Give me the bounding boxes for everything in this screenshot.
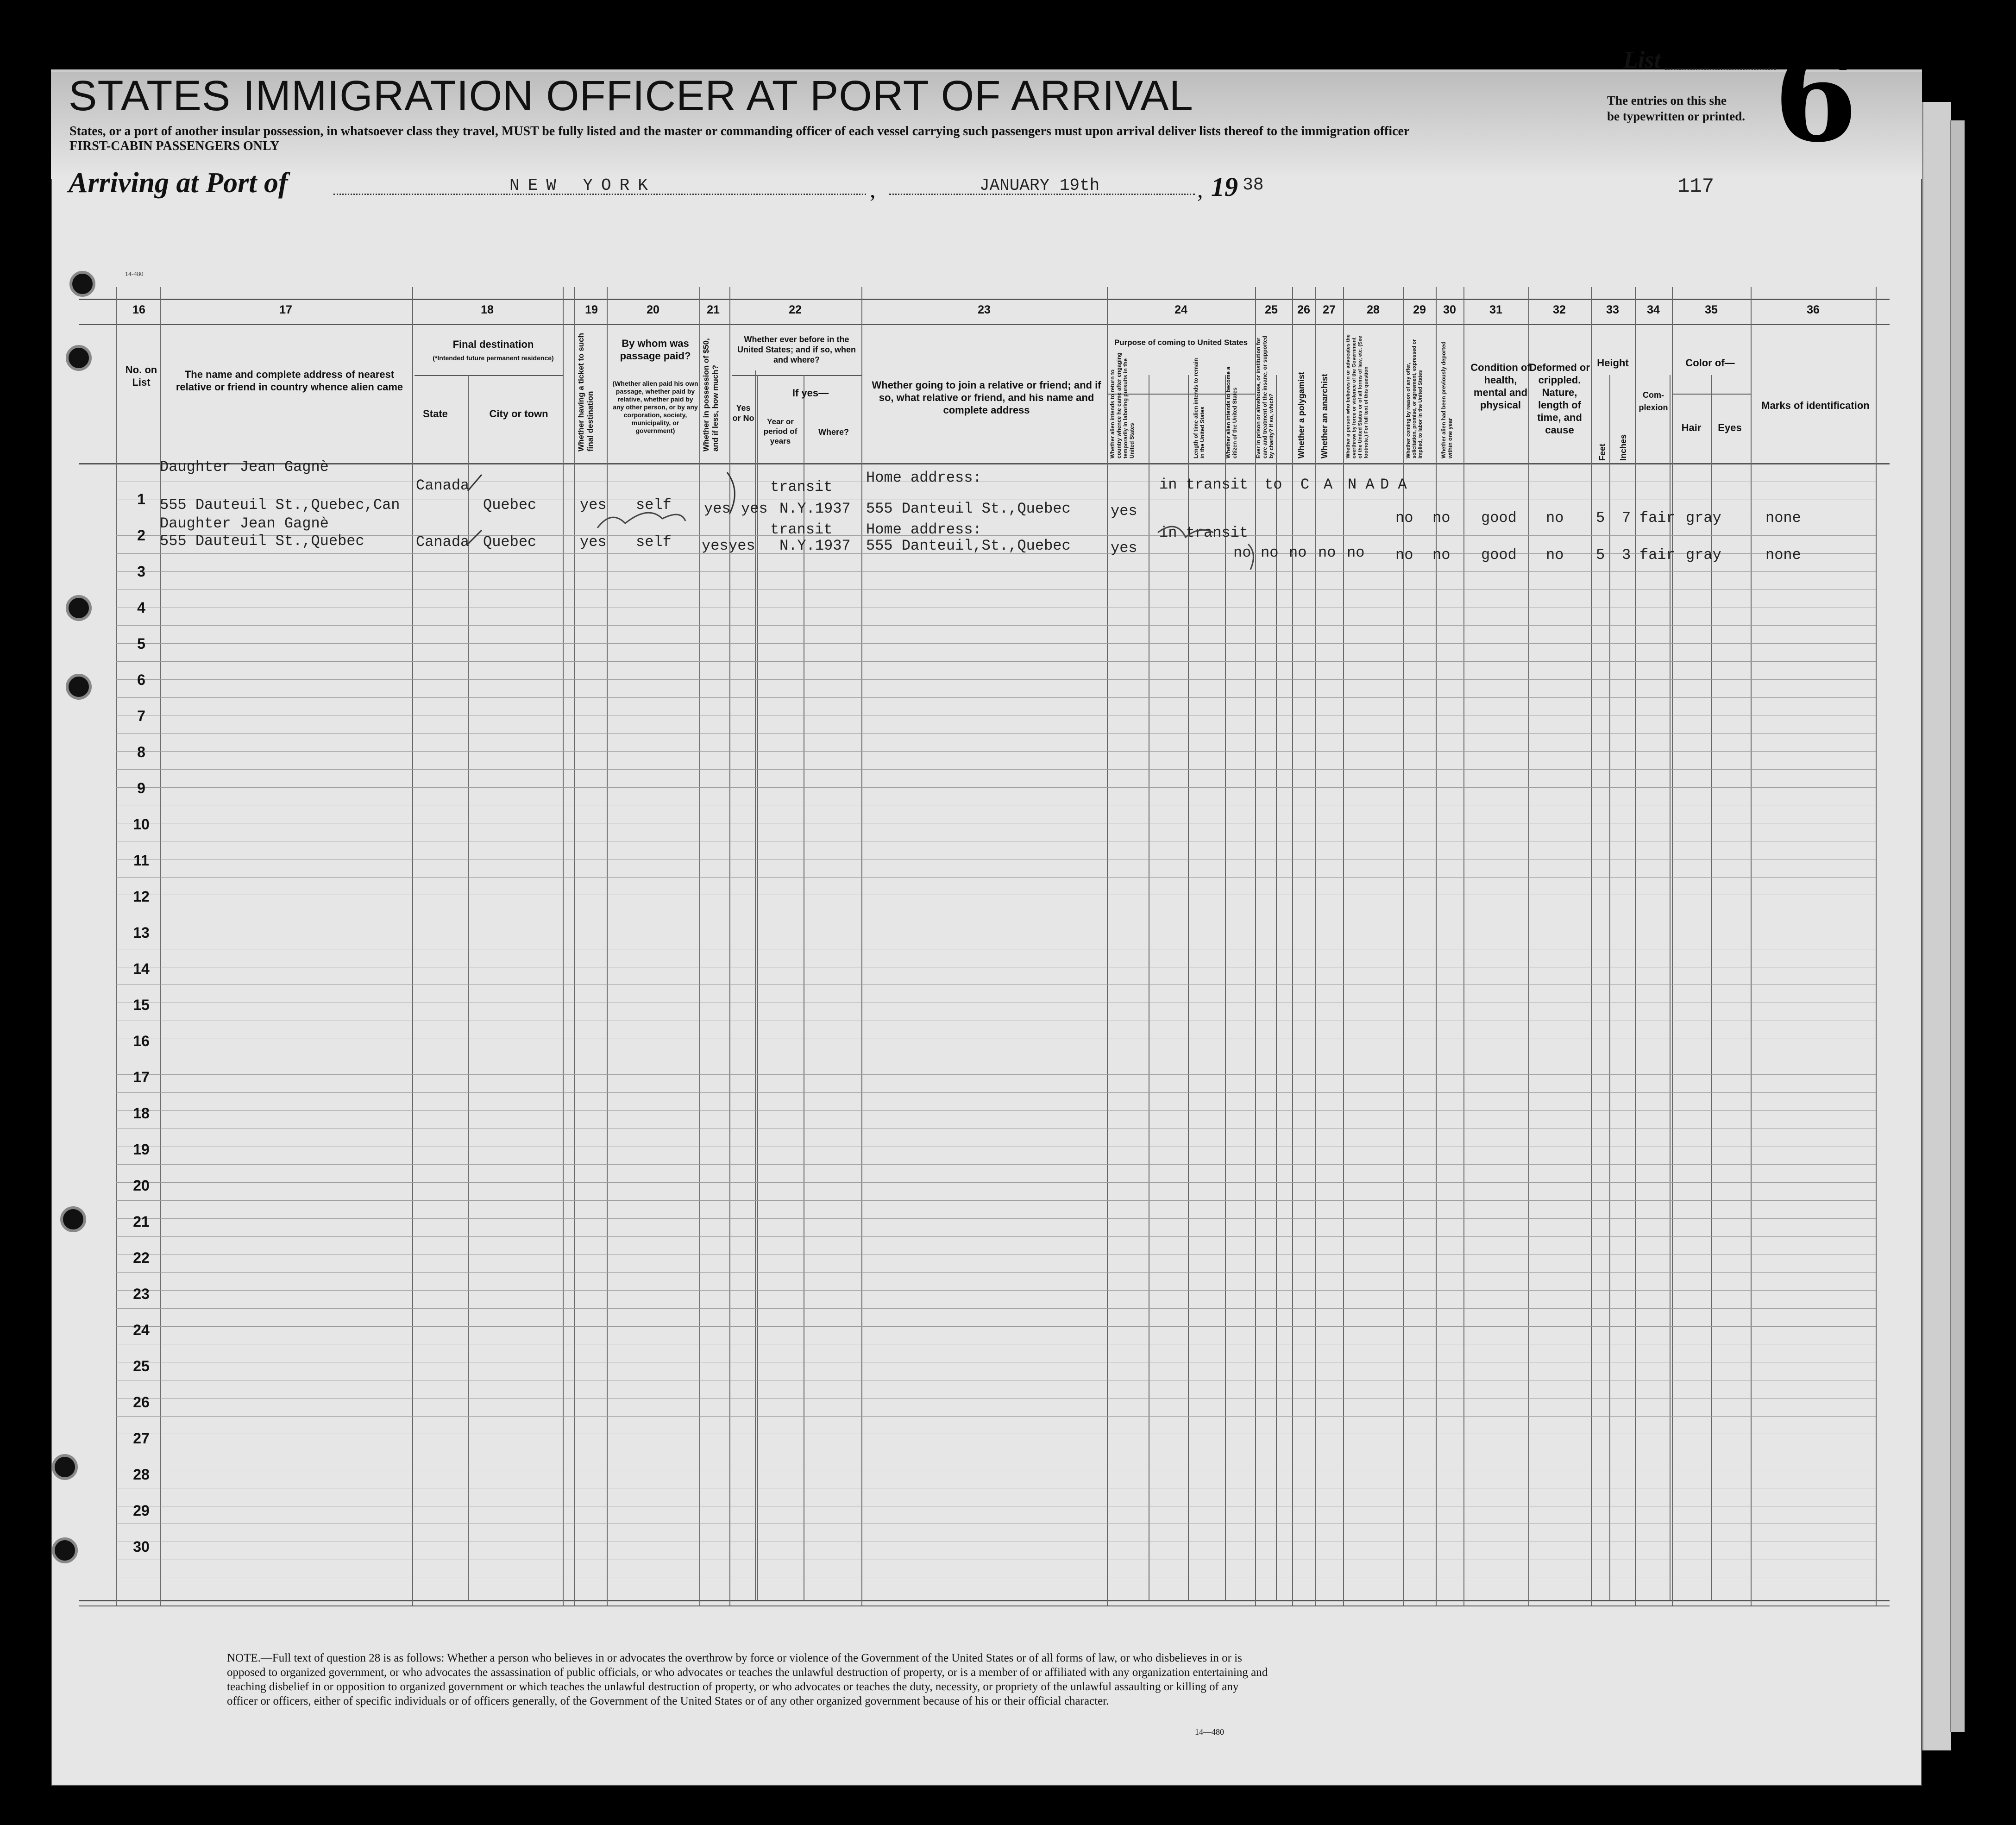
- header-deported: Whether alien had been previously deported within one year: [1440, 341, 1453, 458]
- row2-ticket: yes: [580, 533, 607, 551]
- row2-marks: none: [1765, 546, 1801, 564]
- row2-c29: no: [1395, 546, 1413, 564]
- row1-c28: N A: [1348, 476, 1375, 493]
- row2-joining-line2: 555 Danteuil,St.,Quebec: [866, 537, 1071, 554]
- header-labor-offer: Whether coming by reason of any offer, solicitation, promise, or agreement, expressed or implied, to labor in the United States: [1406, 339, 1423, 458]
- arrival-year-prefix: 19: [1211, 172, 1238, 202]
- row2-money: yes: [702, 537, 729, 554]
- separator: ,: [1197, 176, 1203, 202]
- row2-health: good: [1481, 546, 1517, 564]
- header-citizen: Whether alien intends to become a citizen of the United States: [1225, 366, 1238, 458]
- row-number: 19: [133, 1141, 150, 1158]
- row2-citizen: no: [1233, 544, 1251, 561]
- column-number: 17: [279, 303, 292, 316]
- row-number: 14: [133, 960, 150, 977]
- header-state: State: [423, 408, 448, 420]
- header-passage-paid-note: (Whether alien paid his own passage, whether paid by relative, whether paid by any other person, or by any corporation, society, municipality, or government): [612, 380, 698, 434]
- column-number: 29: [1413, 303, 1426, 316]
- row-number: 3: [137, 563, 145, 580]
- row-number: 13: [133, 924, 150, 941]
- row1-c29: D A: [1380, 476, 1407, 493]
- row1-health: good: [1481, 509, 1517, 527]
- row2-c26: no: [1289, 544, 1307, 561]
- row-number: 25: [133, 1358, 150, 1374]
- row-number: 4: [137, 599, 145, 616]
- row1-purpose-return: yes: [1111, 502, 1137, 520]
- row1-relative-line2: 555 Dauteuil St.,Quebec,Can: [160, 496, 400, 514]
- separator: ,: [870, 176, 876, 202]
- row2-paid-by: self: [636, 533, 672, 551]
- row-number: 7: [137, 708, 145, 724]
- page-count: 117: [1677, 175, 1715, 198]
- row2-city: Quebec: [483, 533, 537, 551]
- row2-length-of-stay: in transit: [1159, 524, 1249, 541]
- row-number: 28: [133, 1466, 150, 1483]
- header-joining: Whether going to join a relative or friend; and if so, what relative or friend, and his name and complete address: [872, 379, 1101, 416]
- column-number: 21: [707, 303, 720, 316]
- row-number: 30: [133, 1538, 150, 1555]
- header-city: City or town: [489, 408, 548, 420]
- header-purpose-return: Whether alien intends to return to country whence he came after engaging temporarily in laboring pursuits in the United States: [1109, 352, 1135, 458]
- header-feet: Feet: [1598, 443, 1607, 461]
- row-number: 23: [133, 1286, 150, 1302]
- column-number: 16: [132, 303, 145, 316]
- header-instructions: States, or a port of another insular possession, in whatsoever class they travel, MUST be fully listed and the master or commanding officer of each vessel carrying such passengers must upon arrival deliver lists thereof to the immigration officer: [69, 124, 1410, 138]
- header-deformed: Deformed or crippled. Nature, length of time, and cause: [1529, 362, 1590, 436]
- entries-note-line2: be typewritten or printed.: [1607, 109, 1745, 123]
- column-number: 35: [1705, 303, 1718, 316]
- header-if-yes: If yes—: [792, 387, 829, 399]
- row2-before-period: transit: [770, 521, 833, 538]
- row1-feet: 5: [1596, 509, 1605, 527]
- row-number: 2: [137, 527, 145, 544]
- header-marks: Marks of identification: [1761, 400, 1870, 411]
- row1-relative-line1: Daughter Jean Gagnè: [160, 458, 329, 476]
- column-number: 34: [1647, 303, 1660, 316]
- column-number: 31: [1489, 303, 1502, 316]
- row-number: 17: [133, 1069, 150, 1085]
- row1-c30b: no: [1432, 509, 1451, 527]
- header-health: Condition of health, mental and physical: [1470, 362, 1531, 411]
- column-number: 30: [1443, 303, 1456, 316]
- column-number: 33: [1606, 303, 1619, 316]
- column-number: 27: [1323, 303, 1336, 316]
- column-number: 23: [978, 303, 991, 316]
- header-height: Height: [1597, 357, 1629, 369]
- row1-before-period: transit: [770, 478, 833, 495]
- form-code-top: 14-480: [125, 271, 144, 278]
- column-number: 19: [585, 303, 598, 316]
- entries-note-line1: The entries on this she: [1607, 94, 1727, 107]
- row-number: 16: [133, 1033, 150, 1049]
- row1-complexion: fair: [1639, 509, 1675, 527]
- row2-c30: no: [1432, 546, 1451, 564]
- row1-before-yes-no: yes: [741, 500, 768, 517]
- column-number: 36: [1807, 303, 1820, 316]
- column-number: 24: [1174, 303, 1187, 316]
- row-number: 6: [137, 671, 145, 688]
- row1-c27: A: [1324, 476, 1333, 493]
- header-color: Color of—: [1685, 357, 1735, 369]
- list-label: List: [1623, 47, 1661, 73]
- header-anarchist: Whether an anarchist: [1320, 373, 1329, 458]
- header-before-yes-no: Yes or No: [732, 403, 754, 423]
- arrival-port-label: Arriving at Port of: [69, 167, 288, 199]
- column-number: 22: [789, 303, 802, 316]
- column-number: 32: [1553, 303, 1566, 316]
- row1-joining-line2: 555 Danteuil St.,Quebec: [866, 500, 1071, 517]
- row-number: 21: [133, 1213, 150, 1230]
- row-number: 27: [133, 1430, 150, 1447]
- row2-before-yes-no: yes: [729, 537, 755, 554]
- passenger-class-label: FIRST-CABIN PASSENGERS ONLY: [69, 139, 280, 153]
- row2-complexion: fair: [1639, 546, 1675, 564]
- row-number: 9: [137, 780, 145, 796]
- row2-c27: no: [1318, 544, 1336, 561]
- column-number: 26: [1297, 303, 1310, 316]
- column-number: 25: [1265, 303, 1278, 316]
- row2-joining-line1: Home address:: [866, 521, 982, 538]
- header-where: Where?: [818, 427, 849, 437]
- row2-hair: gray: [1686, 546, 1721, 564]
- row2-relative-line1: Daughter Jean Gagnè: [160, 515, 329, 532]
- row1-marks: none: [1765, 509, 1801, 527]
- header-complexion: Com-plexion: [1639, 390, 1668, 412]
- row1-joining-line1: Home address:: [866, 469, 982, 486]
- row-number: 22: [133, 1249, 150, 1266]
- row-number: 8: [137, 744, 145, 760]
- column-number: 28: [1367, 303, 1380, 316]
- row-number: 11: [133, 852, 149, 869]
- row1-hair: gray: [1686, 509, 1721, 527]
- row1-inches: 7: [1622, 509, 1631, 527]
- list-number: 6: [1774, 28, 1858, 169]
- header-length-stay: Length of time alien intends to remain in the United States: [1193, 358, 1206, 458]
- footnote: NOTE.—Full text of question 28 is as follows: Whether a person who believes in or advocates the overthrow by force or violence of the Government of the United States or of all forms of law, or who disbelieves in or is opposed to organized government, or who advocates the assassination of public officials, or who advocates or teaches the unlawful destruction of property, or is a member of or affiliated with any organization entertaining and teaching disbelief in or opposition to organized government or which teaches the unlawful destruction of property, or who advocates or teaches the duty, necessity, or propriety of the unlawful assaulting or killing of any officer or officers, either of specific individuals or of officers generally, of the Government of the United States or of any other organized government because of his or their official character.: [227, 1652, 1268, 1707]
- header-eyes: Eyes: [1718, 422, 1742, 433]
- arrival-date-value: JANUARY 19th: [980, 176, 1100, 195]
- row2-before-where: N.Y.1937: [779, 537, 851, 554]
- row1-money: yes: [704, 500, 731, 517]
- header-passage-paid: By whom was passage paid?: [620, 338, 691, 362]
- row1-paid-by: self: [636, 496, 672, 514]
- row2-inches: 3: [1622, 546, 1631, 564]
- header-period: Year or period of years: [763, 417, 798, 445]
- row2-feet: 5: [1596, 546, 1605, 564]
- column-number: 18: [481, 303, 494, 316]
- row1-before-where: N.Y.1937: [779, 500, 851, 517]
- column-number: 20: [647, 303, 659, 316]
- row1-length-of-stay: in transit: [1159, 476, 1249, 493]
- row2-purpose-return: yes: [1111, 539, 1137, 557]
- header-final-destination: Final destination: [452, 339, 534, 350]
- row-number: 1: [137, 491, 145, 508]
- arrival-port-value: NEW YORK: [509, 176, 656, 195]
- header-ever-before: Whether ever before in the United States; and if so, when and where?: [737, 335, 856, 364]
- row1-state: Canada: [416, 477, 470, 494]
- header-purpose: Purpose of coming to United States: [1114, 338, 1248, 347]
- row1-deformed: no: [1546, 509, 1564, 527]
- row-number: 5: [137, 635, 145, 652]
- row-number: 15: [133, 997, 150, 1013]
- row-number: 18: [133, 1105, 150, 1122]
- header-ticket: Whether having a ticket to such final destination: [577, 333, 595, 452]
- row2-c28: no: [1347, 544, 1365, 561]
- header-prison: Ever in prison or almshouse, or institution for care and treatment of the insane, or supported by charity? If so, which?: [1255, 335, 1275, 458]
- row-number: 12: [133, 888, 150, 905]
- header-money: Whether in possession of $50, and if less, how much?: [702, 338, 720, 452]
- row2-state: Canada: [416, 533, 470, 551]
- form-code-bottom: 14—480: [1195, 1727, 1224, 1737]
- arrival-year-suffix: 38: [1243, 175, 1264, 195]
- row1-c30: no: [1395, 509, 1413, 527]
- row2-relative-line2: 555 Dauteuil St.,Quebec: [160, 533, 364, 550]
- row-number: 10: [133, 816, 150, 833]
- header-inches: Inches: [1619, 434, 1628, 461]
- header-final-destination-note: (*Intended future permanent residence): [433, 354, 554, 362]
- row-number: 26: [133, 1394, 150, 1411]
- header-hair: Hair: [1681, 422, 1702, 433]
- row-number: 29: [133, 1502, 150, 1519]
- header-nearest-relative: The name and complete address of nearest relative or friend in country whence alien came: [176, 369, 403, 393]
- row1-city: Quebec: [483, 496, 537, 514]
- row1-c26: C: [1300, 476, 1310, 493]
- row2-c25: no: [1261, 544, 1279, 561]
- page-title: STATES IMMIGRATION OFFICER AT PORT OF ARRIVAL: [69, 72, 1193, 119]
- header-overthrow: Whether a person who believes in or advocates the overthrow by force or violence of the Government of the United States or of all forms of law, etc. (See footnote.) For full text of this question: [1345, 334, 1369, 458]
- row2-deformed: no: [1546, 546, 1564, 564]
- header-polygamist: Whether a polygamist: [1297, 371, 1306, 458]
- row-number: 20: [133, 1177, 150, 1194]
- row1-c25: to: [1264, 476, 1282, 493]
- row-number: 24: [133, 1322, 150, 1338]
- row1-ticket: yes: [580, 496, 607, 514]
- header-no-on-list: No. on List: [125, 364, 157, 388]
